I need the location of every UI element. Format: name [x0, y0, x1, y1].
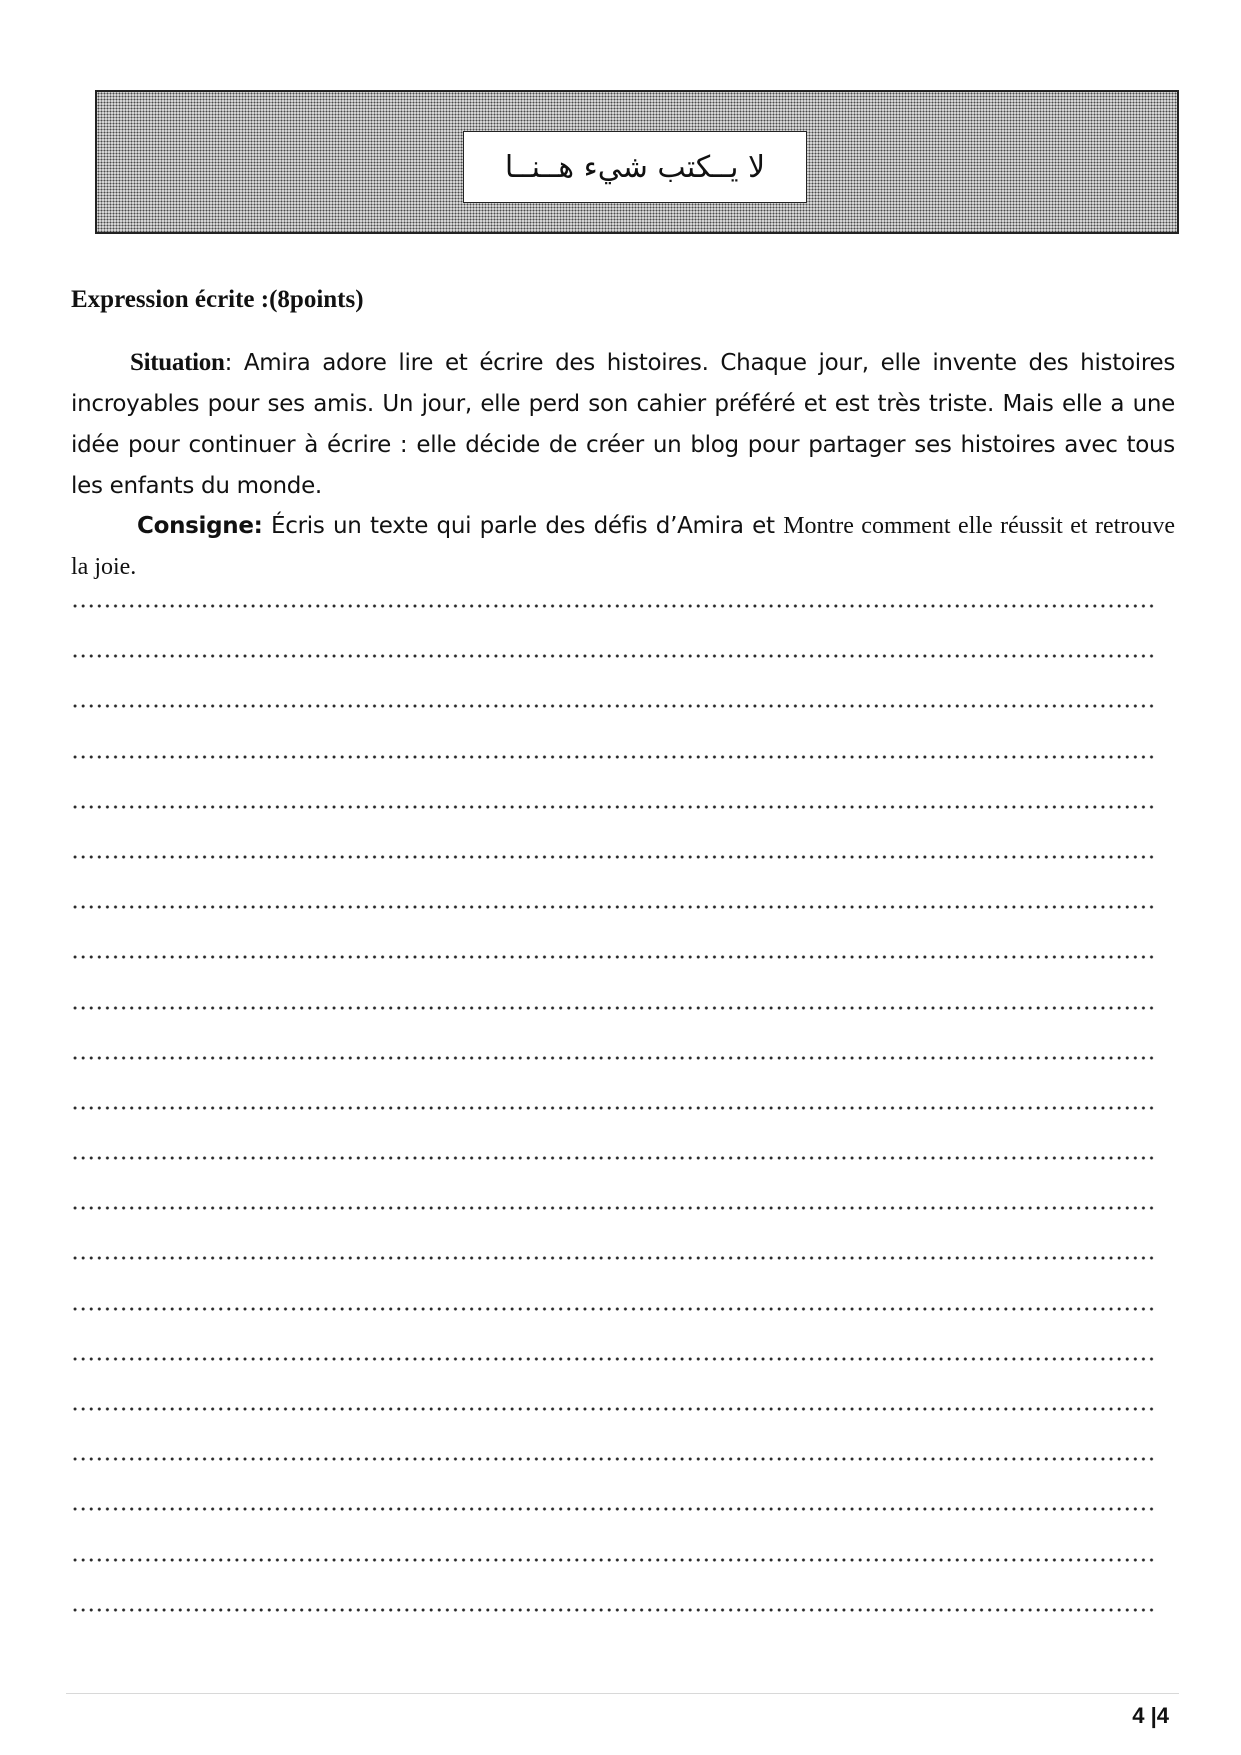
answer-line[interactable]: [71, 1048, 1155, 1098]
answer-line[interactable]: [71, 646, 1155, 696]
answer-lines-area[interactable]: [71, 596, 1155, 1650]
answer-line[interactable]: [71, 1349, 1155, 1399]
answer-line[interactable]: [71, 747, 1155, 797]
situation-text: : Amira adore lire et écrire des histoires. Chaque jour, elle invente des histoires incroyables pour ses amis. Un jour, elle perd son cahier préféré et est très triste. Mais elle a une idée pour continuer à écrire : elle décide de créer un blog pour partager ses histoires avec tous les enfants du monde.: [71, 350, 1175, 499]
section-title: Expression écrite :(8points): [71, 286, 364, 313]
answer-line[interactable]: [71, 1148, 1155, 1198]
consigne-paragraph: [71, 506, 1175, 588]
answer-line[interactable]: [71, 1399, 1155, 1449]
answer-line[interactable]: [71, 1248, 1155, 1298]
do-not-write-banner: [95, 90, 1179, 234]
answer-line[interactable]: [71, 1098, 1155, 1148]
do-not-write-box: [463, 131, 807, 203]
answer-line[interactable]: [71, 947, 1155, 997]
answer-line[interactable]: [71, 1449, 1155, 1499]
situation-paragraph: [71, 342, 1175, 507]
answer-line[interactable]: [71, 998, 1155, 1048]
answer-line[interactable]: [71, 797, 1155, 847]
consigne-text-part2: Montre comment elle réussit et retrouve la joie.: [71, 513, 1175, 580]
answer-line[interactable]: [71, 1499, 1155, 1549]
answer-line[interactable]: [71, 696, 1155, 746]
answer-line[interactable]: [71, 1299, 1155, 1349]
situation-label: Situation: [130, 349, 225, 376]
page-number: 4 |4: [1132, 1703, 1169, 1728]
footer-divider: [66, 1693, 1179, 1694]
consigne-text-part1: Écris un texte qui parle des défis d’Amira et: [262, 513, 784, 539]
answer-line[interactable]: [71, 596, 1155, 646]
answer-line[interactable]: [71, 1550, 1155, 1600]
answer-line[interactable]: [71, 897, 1155, 947]
answer-line[interactable]: [71, 1600, 1155, 1650]
consigne-label: Consigne:: [137, 513, 263, 539]
answer-line[interactable]: [71, 1198, 1155, 1248]
do-not-write-text: لا يــكتب شيء هــنــا: [504, 149, 766, 185]
answer-line[interactable]: [71, 847, 1155, 897]
